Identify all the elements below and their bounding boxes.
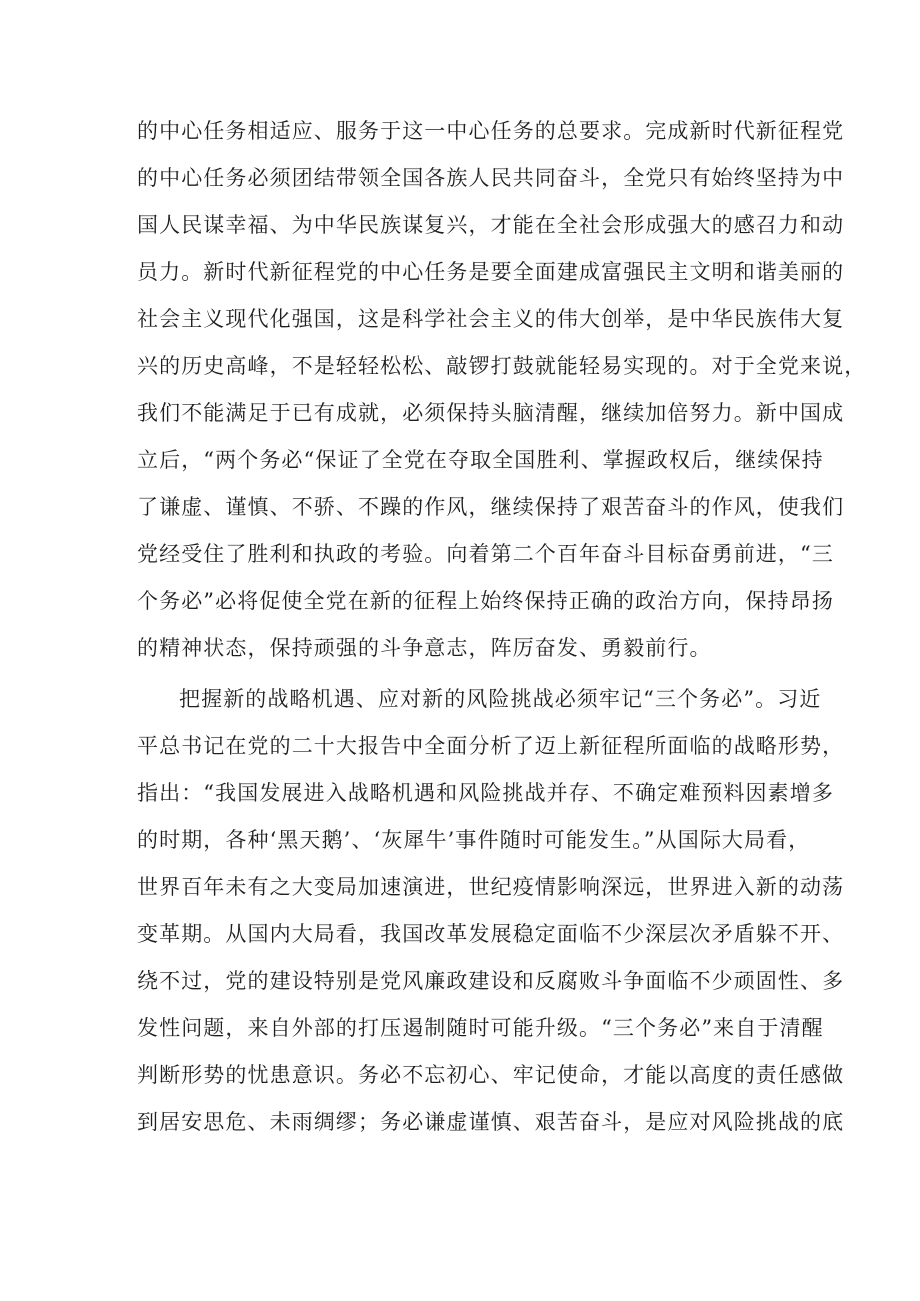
- text-line: 社会主义现代化强国，这是科学社会主义的伟大创举，是中华民族伟大复: [137, 307, 845, 331]
- text-line: 兴的历史高峰，不是轻轻松松、敲锣打鼓就能轻易实现的。对于全党来说，: [137, 354, 867, 378]
- text-line: 的中心任务必须团结带领全国各族人民共同奋斗，全党只有始终坚持为中: [137, 166, 845, 190]
- text-line: 的时期，各种‘黑天鹅’、‘灰犀牛’事件随时可能发生。”从国际大局看，: [137, 828, 811, 852]
- text-line: 指出：“我国发展进入战略机遇和风险挑战并存、不确定难预料因素增多: [137, 781, 834, 805]
- text-line: 平总书记在党的二十大报告中全面分析了迈上新征程所面临的战略形势，: [137, 734, 845, 758]
- text-line: 我们不能满足于已有成就，必须保持头脑清醒，继续加倍努力。新中国成: [137, 401, 845, 425]
- text-line: 国人民谋幸福、为中华民族谋复兴，才能在全社会形成强大的感召力和动: [137, 213, 845, 237]
- text-line: 党经受住了胜利和执政的考验。向着第二个百年奋斗目标奋勇前进，“三: [137, 542, 834, 566]
- text-line: 到居安思危、未雨绸缪；务必谦虚谨慎、艰苦奋斗，是应对风险挑战的底: [137, 1110, 845, 1134]
- text-line: 个务必”必将促使全党在新的征程上始终保持正确的政治方向，保持昂扬: [137, 589, 834, 613]
- text-line: 判断形势的忧患意识。务必不忘初心、牢记使命，才能以高度的责任感做: [137, 1063, 845, 1087]
- text-line: 了谦虚、谨慎、不骄、不躁的作风，继续保持了艰苦奋斗的作风，使我们: [137, 495, 845, 519]
- text-line: 员力。新时代新征程党的中心任务是要全面建成富强民主文明和谐美丽的: [137, 260, 845, 284]
- text-line: 世界百年未有之大变局加速演进，世纪疫情影响深远，世界进入新的动荡: [137, 875, 845, 899]
- text-line: 的中心任务相适应、服务于这一中心任务的总要求。完成新时代新征程党: [137, 119, 845, 143]
- text-line: 变革期。从国内大局看，我国改革发展稳定面临不少深层次矛盾躲不开、: [137, 922, 845, 946]
- text-line: 的精神状态，保持顽强的斗争意志，阵厉奋发、勇毅前行。: [137, 636, 712, 660]
- text-line: 把握新的战略机遇、应对新的风险挑战必须牢记“三个务必”。习近: [179, 687, 822, 711]
- text-line: 绕不过，党的建设特别是党风廉政建设和反腐败斗争面临不少顽固性、多: [137, 969, 845, 993]
- text-line: 立后，“两个务必“保证了全党在夺取全国胜利、掌握政权后，继续保持: [137, 448, 824, 472]
- paragraph-2: [137, 676, 845, 1146]
- body-text: [137, 108, 867, 1146]
- text-line: 发性问题，来自外部的打压遏制随时可能升级。“三个务必”来自于清醒: [137, 1016, 824, 1040]
- paragraph-1: [137, 108, 867, 672]
